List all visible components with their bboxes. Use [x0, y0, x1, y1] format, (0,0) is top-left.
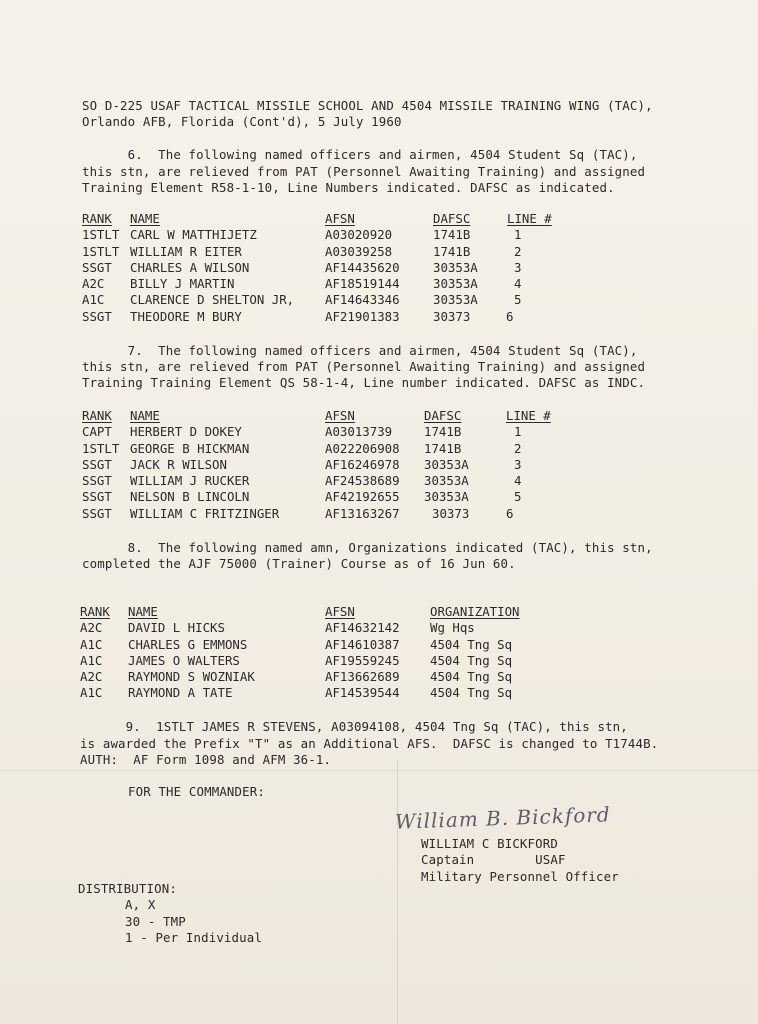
rank-cell: A2C: [80, 669, 103, 685]
line-cell: 2: [514, 243, 522, 259]
line-cell: 4: [514, 473, 522, 489]
name-cell: WILLIAM R EITER: [130, 243, 242, 259]
para8-line-1: 8. The following named amn, Organizations indicated (TAC), this stn,: [82, 540, 653, 555]
column-header: DAFSC: [424, 408, 462, 423]
para6-line-1: 6. The following named officers and airmen, 4504 Student Sq (TAC),: [82, 147, 638, 162]
column-header: LINE #: [506, 408, 551, 423]
rank-cell: SSGT: [82, 489, 112, 505]
rank-cell: A2C: [80, 620, 103, 636]
paper-fold-horizontal: [0, 770, 758, 771]
dafsc-cell: 30353A: [433, 292, 478, 308]
para9-line-2: is awarded the Prefix "T" as an Additional AFS. DAFSC is changed to T1744B.: [80, 736, 659, 751]
rank-cell: SSGT: [82, 308, 112, 324]
organization-cell: 4504 Tng Sq: [430, 636, 513, 652]
name-cell: GEORGE B HICKMAN: [130, 440, 250, 456]
afsn-cell: AF13662689: [325, 669, 400, 685]
dafsc-cell: 30353A: [433, 276, 478, 292]
organization-cell: 4504 Tng Sq: [430, 669, 513, 685]
header-line-2: Orlando AFB, Florida (Cont'd), 5 July 1960: [82, 114, 402, 129]
afsn-cell: A03013739: [325, 424, 393, 440]
column-header: AFSN: [325, 408, 355, 423]
afsn-cell: AF24538689: [325, 473, 400, 489]
dafsc-cell: 30373: [433, 308, 471, 324]
rank-cell: CAPT: [82, 424, 112, 440]
name-cell: NELSON B LINCOLN: [130, 489, 250, 505]
dafsc-cell: 1741B: [424, 440, 462, 456]
afsn-cell: AF14632142: [325, 620, 400, 636]
column-header: AFSN: [325, 604, 355, 619]
dafsc-cell: 30353A: [424, 473, 469, 489]
dafsc-cell: 30353A: [424, 456, 469, 472]
name-cell: CARL W MATTHIJETZ: [130, 227, 257, 243]
line-cell: 6: [506, 505, 514, 521]
line-cell: 2: [514, 440, 522, 456]
line-cell: 3: [514, 259, 522, 275]
distribution-item: A, X: [125, 897, 156, 912]
rank-cell: 1STLT: [82, 440, 120, 456]
rank-cell: A1C: [82, 292, 105, 308]
rank-cell: SSGT: [82, 456, 112, 472]
name-cell: RAYMOND S WOZNIAK: [128, 669, 255, 685]
afsn-cell: AF18519144: [325, 276, 400, 292]
rank-cell: 1STLT: [82, 227, 120, 243]
dafsc-cell: 30373: [432, 505, 470, 521]
handwritten-signature: William B. Bickford: [394, 802, 612, 834]
line-cell: 6: [506, 308, 514, 324]
column-header: NAME: [130, 211, 160, 226]
organization-cell: 4504 Tng Sq: [430, 685, 513, 701]
afsn-cell: AF14435620: [325, 259, 400, 275]
line-cell: 1: [514, 227, 522, 243]
header-line-1: SO D-225 USAF TACTICAL MISSILE SCHOOL AND 4504 MISSILE TRAINING WING (TAC),: [82, 98, 653, 113]
rank-cell: SSGT: [82, 473, 112, 489]
column-header: AFSN: [325, 211, 355, 226]
afsn-cell: AF42192655: [325, 489, 400, 505]
para6-line-3: Training Element R58-1-10, Line Numbers indicated. DAFSC as indicated.: [82, 180, 615, 195]
name-cell: CHARLES A WILSON: [130, 259, 250, 275]
rank-cell: A1C: [80, 636, 103, 652]
name-cell: CLARENCE D SHELTON JR,: [130, 292, 295, 308]
afsn-cell: A022206908: [325, 440, 400, 456]
afsn-cell: AF16246978: [325, 456, 400, 472]
line-cell: 5: [514, 489, 522, 505]
column-header: ORGANIZATION: [430, 604, 520, 619]
name-cell: DAVID L HICKS: [128, 620, 225, 636]
rank-cell: 1STLT: [82, 243, 120, 259]
line-cell: 3: [514, 456, 522, 472]
name-cell: HERBERT D DOKEY: [130, 424, 242, 440]
rank-cell: SSGT: [82, 505, 112, 521]
for-the-commander: FOR THE COMMANDER:: [128, 784, 265, 799]
afsn-cell: AF14643346: [325, 292, 400, 308]
column-header: RANK: [80, 604, 110, 619]
signer-rank: Captain USAF: [421, 852, 566, 867]
para8-line-2: completed the AJF 75000 (Trainer) Course as of 16 Jun 60.: [82, 556, 516, 571]
para7-line-3: Training Training Element QS 58-1-4, Line number indicated. DAFSC as INDC.: [82, 375, 646, 390]
paper-fold-vertical: [397, 760, 398, 1024]
dafsc-cell: 1741B: [424, 424, 462, 440]
rank-cell: SSGT: [82, 259, 112, 275]
column-header: RANK: [82, 211, 112, 226]
line-cell: 4: [514, 276, 522, 292]
column-header: NAME: [130, 408, 160, 423]
dafsc-cell: 1741B: [433, 243, 471, 259]
rank-cell: A2C: [82, 276, 105, 292]
para9-line-1: 9. 1STLT JAMES R STEVENS, A03094108, 4504 Tng Sq (TAC), this stn,: [80, 719, 628, 734]
organization-cell: Wg Hqs: [430, 620, 475, 636]
rank-cell: A1C: [80, 652, 103, 668]
name-cell: CHARLES G EMMONS: [128, 636, 248, 652]
afsn-cell: A03020920: [325, 227, 393, 243]
afsn-cell: AF13163267: [325, 505, 400, 521]
column-header: NAME: [128, 604, 158, 619]
para6-line-2: this stn, are relieved from PAT (Personnel Awaiting Training) and assigned: [82, 164, 646, 179]
distribution-item: 1 - Per Individual: [125, 930, 262, 945]
dafsc-cell: 30353A: [424, 489, 469, 505]
name-cell: WILLIAM J RUCKER: [130, 473, 250, 489]
distribution-item: 30 - TMP: [125, 914, 186, 929]
rank-cell: A1C: [80, 685, 103, 701]
name-cell: JACK R WILSON: [130, 456, 227, 472]
name-cell: THEODORE M BURY: [130, 308, 242, 324]
para7-line-1: 7. The following named officers and airmen, 4504 Student Sq (TAC),: [82, 343, 638, 358]
afsn-cell: AF14539544: [325, 685, 400, 701]
name-cell: RAYMOND A TATE: [128, 685, 233, 701]
signer-title: Military Personnel Officer: [421, 869, 619, 884]
afsn-cell: AF19559245: [325, 652, 400, 668]
column-header: LINE #: [507, 211, 552, 226]
dafsc-cell: 1741B: [433, 227, 471, 243]
line-cell: 5: [514, 292, 522, 308]
name-cell: BILLY J MARTIN: [130, 276, 235, 292]
organization-cell: 4504 Tng Sq: [430, 652, 513, 668]
afsn-cell: A03039258: [325, 243, 393, 259]
afsn-cell: AF21901383: [325, 308, 400, 324]
name-cell: WILLIAM C FRITZINGER: [130, 505, 280, 521]
line-cell: 1: [514, 424, 522, 440]
afsn-cell: AF14610387: [325, 636, 400, 652]
column-header: DAFSC: [433, 211, 471, 226]
signer-name: WILLIAM C BICKFORD: [421, 836, 558, 851]
name-cell: JAMES O WALTERS: [128, 652, 240, 668]
dafsc-cell: 30353A: [433, 259, 478, 275]
para9-line-3: AUTH: AF Form 1098 and AFM 36-1.: [80, 752, 332, 767]
para7-line-2: this stn, are relieved from PAT (Personnel Awaiting Training) and assigned: [82, 359, 646, 374]
distribution-label: DISTRIBUTION:: [78, 881, 177, 896]
column-header: RANK: [82, 408, 112, 423]
